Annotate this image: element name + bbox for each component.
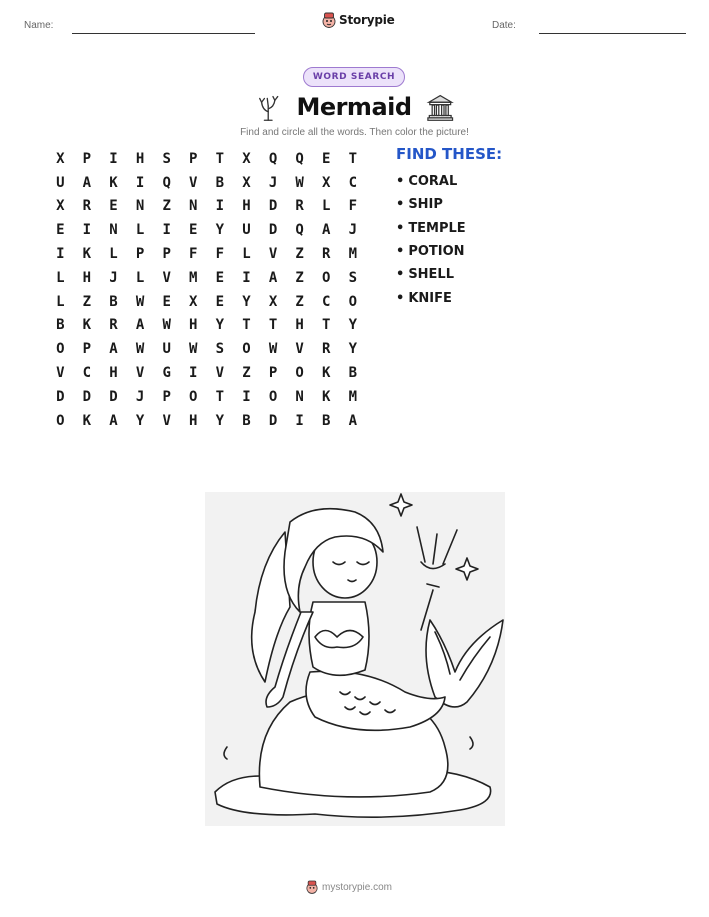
- grid-cell[interactable]: Z: [295, 293, 304, 310]
- grid-cell[interactable]: A: [109, 412, 118, 429]
- find-these-title: FIND THESE:: [396, 145, 503, 163]
- grid-cell[interactable]: B: [348, 365, 358, 382]
- word-list-item: [396, 170, 466, 193]
- grid-cell[interactable]: I: [189, 365, 198, 382]
- grid-cell[interactable]: K: [82, 412, 92, 429]
- grid-cell[interactable]: L: [109, 246, 118, 263]
- grid-cell[interactable]: I: [135, 174, 145, 191]
- grid-cell[interactable]: H: [189, 412, 198, 429]
- date-label: Date:: [492, 20, 516, 31]
- grid-cell[interactable]: O: [295, 365, 304, 382]
- grid-cell[interactable]: W: [295, 174, 304, 191]
- grid-cell[interactable]: R: [82, 198, 92, 215]
- grid-cell[interactable]: Y: [348, 341, 358, 358]
- grid-cell[interactable]: K: [82, 317, 92, 334]
- grid-cell[interactable]: I: [56, 246, 65, 263]
- word-list-item: [396, 286, 466, 309]
- word-label: SHIP: [408, 197, 443, 213]
- grid-cell[interactable]: A: [82, 174, 92, 191]
- grid-cell[interactable]: X: [242, 174, 251, 191]
- grid-cell[interactable]: D: [268, 412, 278, 429]
- grid-cell[interactable]: W: [189, 341, 198, 358]
- grid-cell[interactable]: P: [82, 150, 92, 167]
- bullet: •: [396, 244, 405, 260]
- grid-cell[interactable]: U: [56, 174, 65, 191]
- grid-cell[interactable]: Z: [242, 365, 251, 382]
- grid-cell[interactable]: N: [189, 198, 198, 215]
- mermaid-illustration-icon: [205, 492, 505, 826]
- grid-cell[interactable]: G: [162, 365, 171, 382]
- grid-cell[interactable]: K: [82, 246, 92, 263]
- grid-cell[interactable]: B: [215, 174, 225, 191]
- grid-cell[interactable]: E: [56, 222, 65, 239]
- bullet: •: [396, 267, 405, 283]
- grid-cell[interactable]: O: [56, 341, 65, 358]
- grid-cell[interactable]: L: [242, 246, 251, 263]
- grid-cell[interactable]: V: [56, 365, 65, 382]
- page-title: Mermaid: [296, 93, 412, 121]
- grid-cell[interactable]: A: [322, 222, 331, 239]
- word-list: [396, 170, 466, 310]
- bullet: •: [396, 290, 405, 306]
- brand: [322, 12, 395, 28]
- grid-cell[interactable]: A: [268, 269, 278, 286]
- grid-cell[interactable]: O: [322, 269, 331, 286]
- grid-cell[interactable]: E: [215, 293, 225, 310]
- word-search-grid: [47, 147, 366, 433]
- grid-cell[interactable]: T: [322, 317, 331, 334]
- grid-cell[interactable]: A: [348, 412, 358, 429]
- grid-cell[interactable]: F: [189, 246, 198, 263]
- grid-cell[interactable]: U: [242, 222, 251, 239]
- grid-cell[interactable]: K: [109, 174, 118, 191]
- grid-cell[interactable]: L: [56, 293, 65, 310]
- grid-cell[interactable]: Y: [215, 222, 225, 239]
- grid-cell[interactable]: P: [268, 365, 278, 382]
- word-list-item: [396, 263, 466, 286]
- brand-name: Storypie: [339, 13, 395, 27]
- grid-cell[interactable]: O: [348, 293, 358, 310]
- grid-cell[interactable]: X: [322, 174, 331, 191]
- grid-cell[interactable]: B: [56, 317, 65, 334]
- grid-cell[interactable]: I: [215, 198, 225, 215]
- grid-cell[interactable]: C: [82, 365, 92, 382]
- grid-cell[interactable]: V: [162, 269, 171, 286]
- grid-cell[interactable]: P: [162, 388, 171, 405]
- grid-cell[interactable]: R: [322, 341, 331, 358]
- grid-cell[interactable]: V: [268, 246, 278, 263]
- grid-cell[interactable]: H: [242, 198, 251, 215]
- grid-cell[interactable]: O: [189, 388, 198, 405]
- grid-cell[interactable]: W: [135, 341, 145, 358]
- grid-cell[interactable]: D: [268, 198, 278, 215]
- grid-cell[interactable]: N: [295, 388, 304, 405]
- grid-cell[interactable]: I: [162, 222, 171, 239]
- coral-icon: [254, 92, 282, 122]
- grid-cell[interactable]: N: [109, 222, 118, 239]
- grid-cell[interactable]: X: [56, 150, 65, 167]
- grid-cell[interactable]: D: [56, 388, 65, 405]
- grid-cell[interactable]: Q: [295, 222, 304, 239]
- word-label: SHELL: [408, 267, 455, 283]
- grid-cell[interactable]: L: [135, 269, 145, 286]
- grid-cell[interactable]: E: [215, 269, 225, 286]
- grid-cell[interactable]: Y: [348, 317, 358, 334]
- date-line[interactable]: [539, 33, 686, 34]
- grid-cell[interactable]: R: [295, 198, 304, 215]
- grid-cell[interactable]: I: [242, 269, 251, 286]
- grid-cell[interactable]: P: [135, 246, 145, 263]
- grid-cell[interactable]: I: [109, 150, 118, 167]
- grid-cell[interactable]: L: [56, 269, 65, 286]
- grid-cell[interactable]: H: [295, 317, 304, 334]
- grid-cell[interactable]: B: [322, 412, 331, 429]
- bullet: •: [396, 174, 405, 190]
- grid-cell[interactable]: O: [56, 412, 65, 429]
- grid-cell[interactable]: J: [268, 174, 278, 191]
- grid-cell[interactable]: W: [135, 293, 145, 310]
- grid-cell[interactable]: O: [268, 388, 278, 405]
- grid-cell[interactable]: Q: [295, 150, 304, 167]
- grid-cell[interactable]: T: [215, 388, 225, 405]
- grid-cell[interactable]: T: [242, 317, 251, 334]
- grid-cell[interactable]: R: [109, 317, 118, 334]
- grid-cell[interactable]: M: [348, 388, 358, 405]
- instructions: Find and circle all the words. Then color the picture!: [240, 127, 469, 138]
- grid-cell[interactable]: V: [295, 341, 304, 358]
- grid-cell[interactable]: K: [322, 388, 331, 405]
- grid-cell[interactable]: V: [215, 365, 225, 382]
- grid-cell[interactable]: I: [82, 222, 92, 239]
- grid-cell[interactable]: S: [215, 341, 225, 358]
- grid-cell[interactable]: X: [268, 293, 278, 310]
- grid-cell[interactable]: J: [135, 388, 145, 405]
- footer-url[interactable]: mystorypie.com: [322, 881, 393, 893]
- grid-cell[interactable]: V: [162, 412, 171, 429]
- grid-cell[interactable]: I: [242, 388, 251, 405]
- grid-cell[interactable]: X: [242, 150, 251, 167]
- bullet: •: [396, 220, 405, 236]
- bullet: •: [396, 197, 405, 213]
- grid-cell[interactable]: N: [135, 198, 145, 215]
- grid-cell[interactable]: J: [348, 222, 358, 239]
- word-list-item: [396, 193, 466, 216]
- grid-cell[interactable]: V: [189, 174, 198, 191]
- storypie-logo-icon: [322, 12, 336, 28]
- word-label: KNIFE: [408, 290, 452, 306]
- grid-cell[interactable]: S: [162, 150, 171, 167]
- grid-cell[interactable]: Z: [295, 246, 304, 263]
- word-label: TEMPLE: [408, 220, 466, 236]
- grid-cell[interactable]: Z: [82, 293, 92, 310]
- grid-cell[interactable]: E: [322, 150, 331, 167]
- grid-cell[interactable]: P: [189, 150, 198, 167]
- grid-cell[interactable]: Z: [295, 269, 304, 286]
- grid-cell[interactable]: P: [82, 341, 92, 358]
- name-label: Name:: [24, 20, 54, 31]
- grid-cell[interactable]: E: [109, 198, 118, 215]
- grid-cell[interactable]: E: [162, 293, 171, 310]
- temple-icon: [426, 92, 454, 122]
- grid-cell[interactable]: R: [322, 246, 331, 263]
- grid-cell[interactable]: M: [189, 269, 198, 286]
- grid-cell[interactable]: F: [348, 198, 358, 215]
- grid-cell[interactable]: A: [135, 317, 145, 334]
- grid-cell[interactable]: B: [242, 412, 251, 429]
- grid-cell[interactable]: H: [109, 365, 118, 382]
- grid-cell[interactable]: W: [162, 317, 171, 334]
- grid-cell[interactable]: Q: [268, 150, 278, 167]
- grid-cell[interactable]: B: [109, 293, 118, 310]
- grid-cell[interactable]: M: [348, 246, 358, 263]
- grid-cell[interactable]: P: [162, 246, 171, 263]
- grid-cell[interactable]: F: [215, 246, 225, 263]
- grid-cell[interactable]: E: [189, 222, 198, 239]
- storypie-footer-logo-icon: [306, 880, 318, 894]
- grid-cell[interactable]: K: [322, 365, 331, 382]
- word-list-item: [396, 217, 466, 240]
- grid-cell[interactable]: Y: [215, 412, 225, 429]
- grid-cell[interactable]: Y: [135, 412, 145, 429]
- grid-cell[interactable]: A: [109, 341, 118, 358]
- footer: [306, 880, 392, 894]
- grid-cell[interactable]: X: [56, 198, 65, 215]
- grid-cell[interactable]: D: [268, 222, 278, 239]
- title-row: [254, 90, 454, 124]
- grid-cell[interactable]: L: [135, 222, 145, 239]
- grid-cell[interactable]: L: [322, 198, 331, 215]
- grid-cell[interactable]: V: [135, 365, 145, 382]
- grid-cell[interactable]: O: [242, 341, 251, 358]
- grid-cell[interactable]: Y: [242, 293, 251, 310]
- grid-cell[interactable]: U: [162, 341, 171, 358]
- grid-cell[interactable]: D: [82, 388, 92, 405]
- word-label: POTION: [408, 244, 465, 260]
- grid-cell[interactable]: W: [268, 341, 278, 358]
- grid-cell[interactable]: I: [295, 412, 304, 429]
- grid-cell[interactable]: Y: [215, 317, 225, 334]
- name-line[interactable]: [72, 33, 255, 34]
- grid-cell[interactable]: T: [268, 317, 278, 334]
- grid-cell[interactable]: T: [215, 150, 225, 167]
- word-search-badge: WORD SEARCH: [303, 67, 405, 87]
- grid-cell[interactable]: H: [189, 317, 198, 334]
- grid-cell[interactable]: T: [348, 150, 358, 167]
- mermaid-coloring-picture: [205, 492, 505, 826]
- grid-cell[interactable]: Z: [162, 198, 171, 215]
- word-list-item: [396, 240, 466, 263]
- grid-cell[interactable]: S: [348, 269, 358, 286]
- grid-cell[interactable]: H: [82, 269, 92, 286]
- grid-cell[interactable]: C: [322, 293, 331, 310]
- grid-cell[interactable]: D: [109, 388, 118, 405]
- grid-cell[interactable]: X: [189, 293, 198, 310]
- grid-cell[interactable]: J: [109, 269, 118, 286]
- grid-cell[interactable]: C: [348, 174, 358, 191]
- word-label: CORAL: [408, 174, 458, 190]
- grid-cell[interactable]: H: [135, 150, 145, 167]
- grid-cell[interactable]: Q: [162, 174, 171, 191]
